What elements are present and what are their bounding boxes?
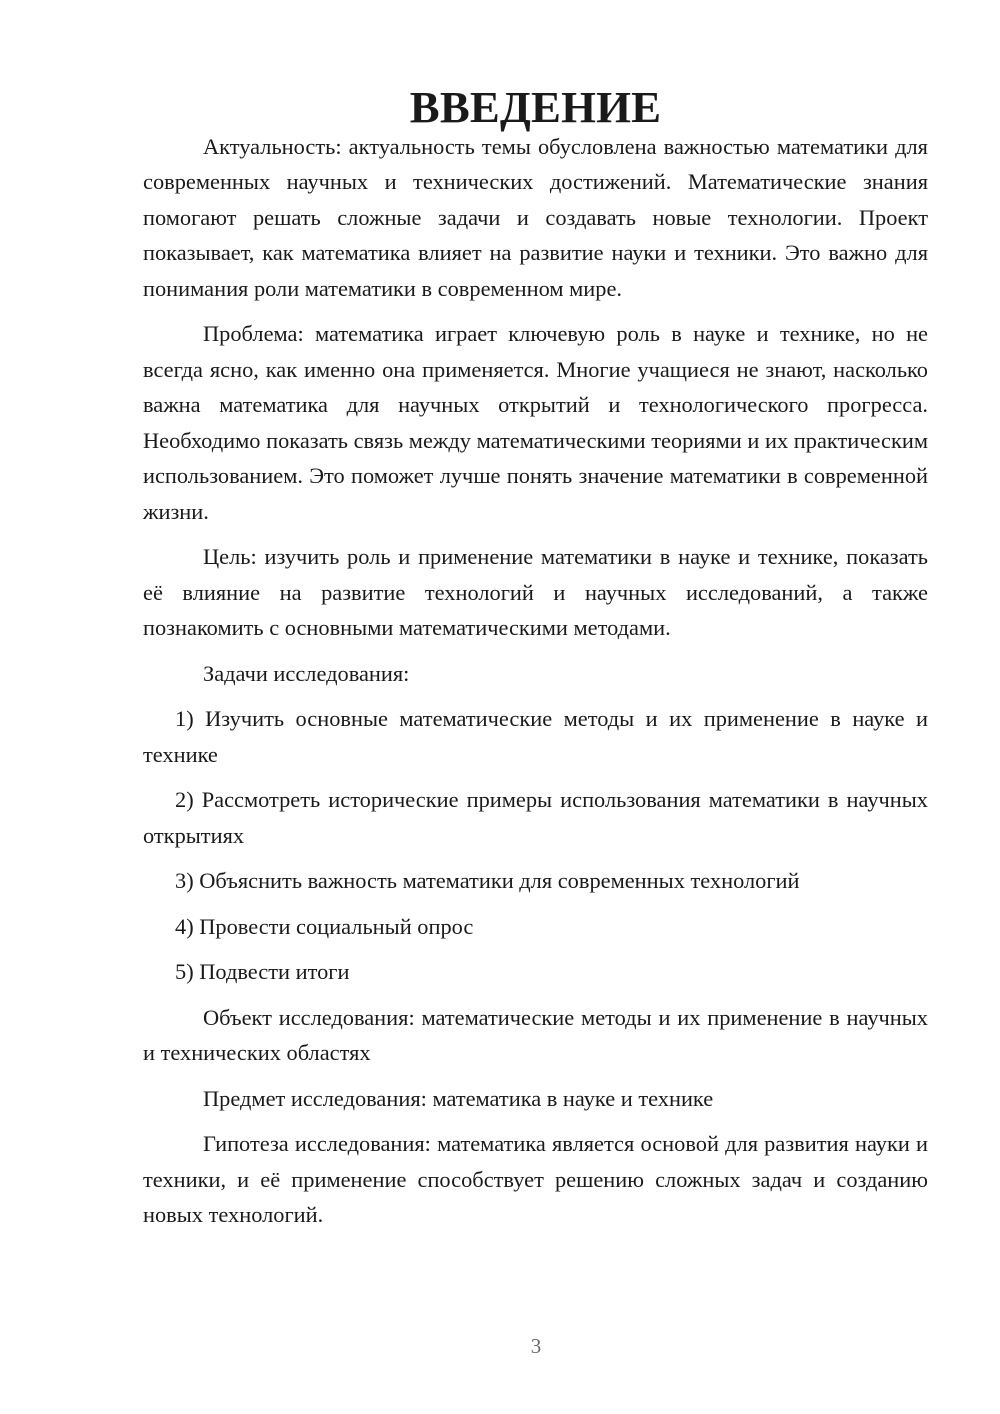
problem-paragraph: Проблема: математика играет ключевую роль в науке и технике, но не всегда ясно, как именно она применяется. Многие учащиеся не знают, насколько важна математика для научных открытий и технологического прогресса. Необходимо показать связь между математическими теориями и их практическим использованием. Это поможет лучше понять значение математики в современной жизни. xyxy=(143,321,928,524)
tasks-heading: Задачи исследования: xyxy=(203,660,410,686)
page-content xyxy=(143,82,928,1243)
object-paragraph: Объект исследования: математические методы и их применение в научных и технических областях xyxy=(143,1004,928,1065)
task-item: 2) Рассмотреть исторические примеры использования математики в научных открытиях xyxy=(143,787,928,848)
page-number: 3 xyxy=(530,1334,542,1358)
task-item: 1) Изучить основные математические методы и их применение в науке и технике xyxy=(143,706,928,767)
tasks-list xyxy=(143,701,928,990)
task-item: 3) Объяснить важность математики для современных технологий xyxy=(175,868,800,893)
goal-paragraph: Цель: изучить роль и применение математики в науке и технике, показать её влияние на развитие технологий и научных исследований, а также познакомить с основными математическими методами. xyxy=(143,544,928,640)
task-item: 4) Провести социальный опрос xyxy=(175,913,474,939)
subject-paragraph: Предмет исследования: математика в науке и технике xyxy=(203,1085,714,1111)
task-item: 5) Подвести итоги xyxy=(175,959,350,984)
section-heading: ВВЕДЕНИЕ xyxy=(409,82,662,132)
hypothesis-paragraph: Гипотеза исследования: математика является основой для развития науки и техники, и её применение способствует решению сложных задач и созданию новых технологий. xyxy=(143,1131,928,1227)
relevance-paragraph: Актуальность: актуальность темы обусловлена важностью математики для современных научных и технических достижений. Математические знания помогают решать сложные задачи и создавать новые технологии. Проект показывает, как математика влияет на развитие науки и техники. Это важно для понимания роли математики в современном мире. xyxy=(143,133,928,301)
